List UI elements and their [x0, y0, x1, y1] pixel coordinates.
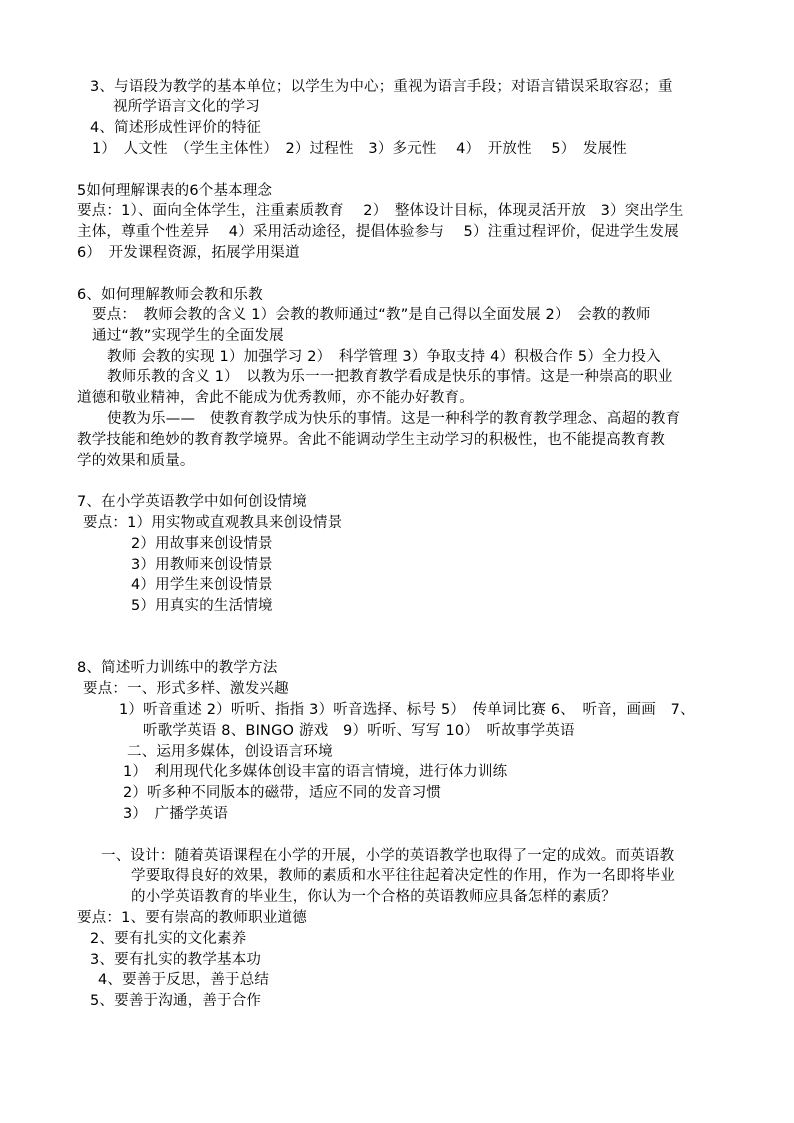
text-line: 一、设计：随着英语课程在小学的开展，小学的英语教学也取得了一定的成效。而英语教	[101, 848, 675, 864]
text-line: 4）用学生来创设情景	[131, 577, 273, 593]
text-line: 使教为乐—— 使教育教学成为快乐的事情。这是一种科学的教育教学理念、高超的教育	[107, 411, 681, 427]
text-line: 1）听音重述 2）听听、指指 3）听音选择、标号 5） 传单词比赛 6、 听音，画画 7、	[119, 702, 695, 718]
text-line: 的小学英语教育的毕业生，你认为一个合格的英语教师应具备怎样的素质？	[131, 889, 617, 905]
text-line: 学的效果和质量。	[77, 453, 195, 469]
text-line: 6） 开发课程资源，拓展学用渠道	[77, 245, 300, 261]
text-line: 要点：1）、面向全体学生，注重素质教育 2） 整体设计目标，体现灵活开放 3）突出学生	[77, 203, 684, 219]
text-line: 要点：1、要有崇高的教师职业道德	[77, 910, 307, 926]
text-line: 通过“教”实现学生的全面发展	[92, 328, 284, 344]
text-line: 二、运用多媒体，创设语言环境	[127, 744, 333, 760]
text-line: 2）听多种不同版本的磁带，适应不同的发音习惯	[123, 785, 442, 801]
text-line: 4、简述形成性评价的特征	[90, 120, 262, 136]
text-line: 道德和敬业精神，舍此不能成为优秀教师，亦不能办好教育。	[77, 390, 474, 406]
text-line: 要点：一、形式多样、激发兴趣	[83, 681, 289, 697]
text-line: 3、要有扎实的教学基本功	[90, 952, 262, 968]
text-line: 4、要善于反思，善于总结	[98, 972, 270, 988]
text-line: 5如何理解课表的6个基本理念	[77, 183, 273, 199]
text-line: 主体，尊重个性差异 4）采用活动途径，提倡体验参与 5）注重过程评价，促进学生发展	[77, 224, 679, 240]
text-line: 8、简述听力训练中的教学方法	[77, 660, 278, 676]
text-line: 5）用真实的生活情境	[131, 598, 273, 614]
text-line: 教学技能和绝妙的教育教学境界。舍此不能调动学生主动学习的积极性，也不能提高教育教	[77, 432, 665, 448]
text-line: 听歌学英语 8、BINGO 游戏 9）听听、写写 10） 听故事学英语	[143, 723, 575, 739]
text-line: 2、要有扎实的文化素养	[90, 931, 247, 947]
text-line: 要点： 教师会教的含义 1）会教的教师通过“教”是自己得以全面发展 2） 会教的教师	[92, 307, 651, 323]
text-line: 要点：1）用实物或直观教具来创设情景	[83, 515, 343, 531]
text-line: 1） 利用现代化多媒体创设丰富的语言情境，进行体力训练	[123, 764, 508, 780]
text-line: 5、要善于沟通，善于合作	[90, 993, 262, 1009]
text-line: 6、如何理解教师会教和乐教	[77, 287, 263, 303]
text-line: 3） 广播学英语	[123, 806, 229, 822]
text-line: 视所学语言文化的学习	[113, 99, 260, 115]
text-line: 7、在小学英语教学中如何创设情境	[77, 494, 307, 510]
text-line: 教师乐教的含义 1） 以教为乐一一把教育教学看成是快乐的事情。这是一种崇高的职业	[107, 369, 673, 385]
text-line: 3）用教师来创设情景	[131, 557, 273, 573]
text-line: 1） 人文性 （学生主体性） 2）过程性 3）多元性 4） 开放性 5） 发展性	[92, 141, 627, 157]
text-line: 学要取得良好的效果，教师的素质和水平往往起着决定性的作用，作为一名即将毕业	[131, 868, 675, 884]
text-line: 2）用故事来创设情景	[131, 536, 273, 552]
text-line: 3、与语段为教学的基本单位；以学生为中心；重视为语言手段；对语言错误采取容忍；重	[90, 79, 673, 95]
text-line: 教师 会教的实现 1）加强学习 2） 科学管理 3）争取支持 4）积极合作 5）全力投入	[107, 349, 661, 365]
